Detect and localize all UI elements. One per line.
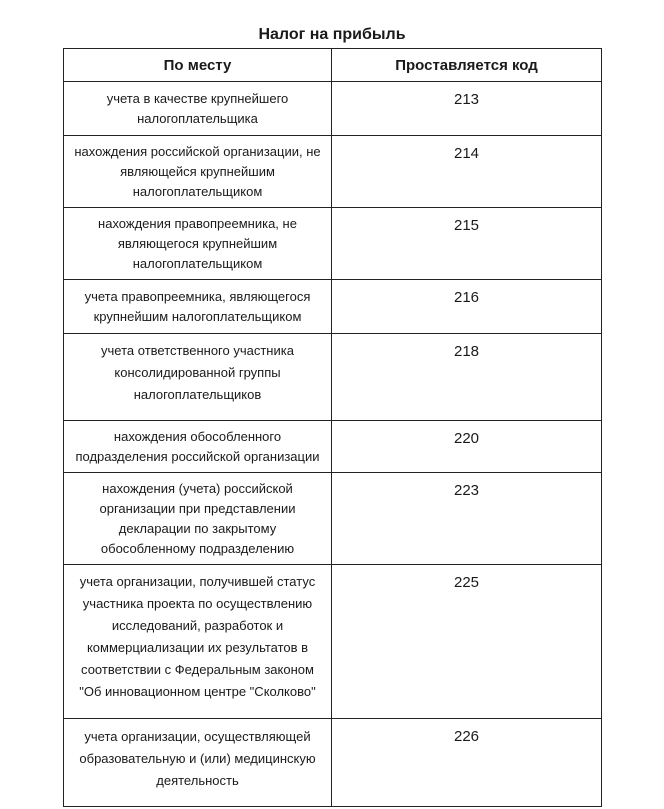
header-place: По месту xyxy=(64,49,332,81)
table-row xyxy=(64,473,601,565)
table-row xyxy=(64,82,601,136)
place-cell xyxy=(64,280,332,333)
table-row xyxy=(64,136,601,208)
table-header-row xyxy=(64,49,601,82)
table-row xyxy=(64,421,601,473)
code-text: 223 xyxy=(453,482,480,499)
header-code: Проставляется код xyxy=(395,56,538,74)
code-text: 225 xyxy=(453,574,480,591)
code-cell xyxy=(332,136,601,207)
place-cell xyxy=(64,719,332,806)
place-text: нахождения обособленного подразделения российской организации xyxy=(75,429,320,464)
place-cell xyxy=(64,473,332,564)
table-row xyxy=(64,280,601,334)
code-text: 220 xyxy=(453,430,480,447)
code-text: 215 xyxy=(453,217,480,234)
code-cell xyxy=(332,421,601,472)
code-text: 216 xyxy=(453,289,480,306)
place-text: учета в качестве крупнейшего налогоплательщика xyxy=(106,91,289,126)
table-row xyxy=(64,565,601,719)
table-row xyxy=(64,208,601,280)
code-text: 213 xyxy=(453,91,480,108)
code-cell xyxy=(332,719,601,806)
place-text: учета ответственного участника консолидированной группы налогоплательщиков xyxy=(101,343,294,402)
place-text: учета правопреемника, являющегося крупнейшим налогоплательщиком xyxy=(84,289,311,324)
table-row xyxy=(64,719,601,806)
place-cell xyxy=(64,208,332,279)
place-cell xyxy=(64,82,332,135)
table-row xyxy=(64,334,601,421)
place-cell xyxy=(64,136,332,207)
table-body xyxy=(64,82,601,806)
place-text: нахождения правопреемника, не являющегося крупнейшим налогоплательщиком xyxy=(98,216,297,271)
code-text: 226 xyxy=(453,728,480,745)
place-text: учета организации, получившей статус участника проекта по осуществлению исследований, разработок и коммерциализации их результатов в соответствии с Федеральным законом "Об инновационном центре "Сколково" xyxy=(79,574,316,699)
place-text: учета организации, осуществляющей образовательную и (или) медицинскую деятельность xyxy=(79,729,316,788)
code-cell xyxy=(332,208,601,279)
code-cell xyxy=(332,280,601,333)
tax-code-table xyxy=(63,48,602,807)
code-cell xyxy=(332,334,601,420)
place-cell xyxy=(64,565,332,718)
code-cell xyxy=(332,82,601,135)
place-cell xyxy=(64,334,332,420)
document-title: Налог на прибыль xyxy=(258,26,406,43)
code-text: 214 xyxy=(453,145,480,162)
code-text: 218 xyxy=(453,343,480,360)
code-cell xyxy=(332,565,601,718)
place-cell xyxy=(64,421,332,472)
place-text: нахождения российской организации, не являющейся крупнейшим налогоплательщиком xyxy=(74,144,321,199)
place-text: нахождения (учета) российской организации при представлении декларации по закрытому обособленному подразделению xyxy=(99,481,296,556)
code-cell xyxy=(332,473,601,564)
